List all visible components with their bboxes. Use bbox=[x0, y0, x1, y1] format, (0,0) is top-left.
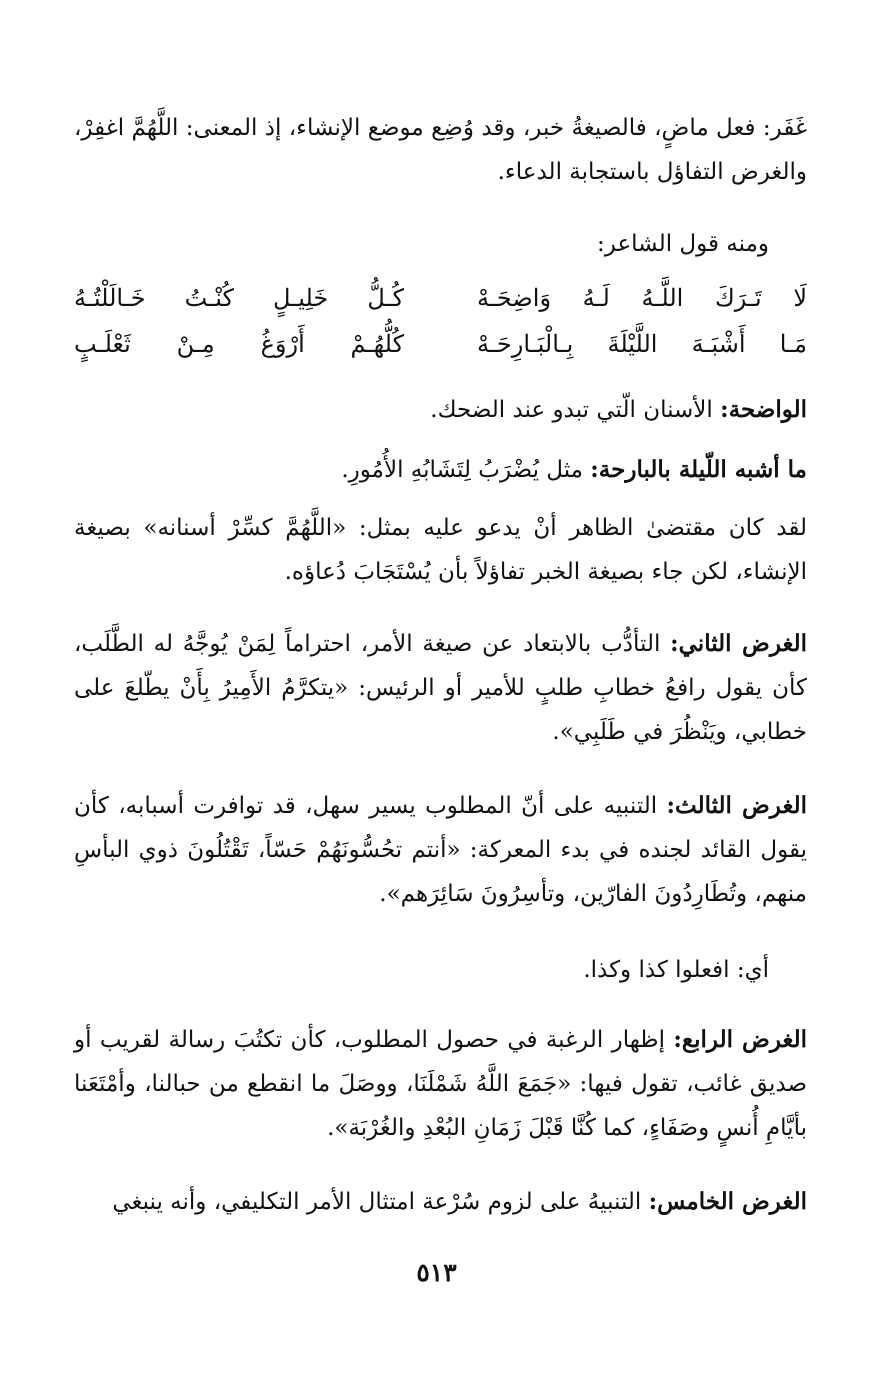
definition-proverb bbox=[74, 448, 807, 492]
verse-line-1 bbox=[74, 276, 807, 320]
definition-wadiha bbox=[74, 388, 807, 432]
paragraph-purpose-3 bbox=[74, 784, 807, 916]
paragraph-meaning bbox=[74, 948, 807, 992]
paragraph-purpose-4 bbox=[74, 1018, 807, 1150]
heading-purpose-5: الغرض الخامس: bbox=[648, 1188, 807, 1215]
definition-proverb-body: مثل يُضْرَبُ لِتَشَابُهِ الأُمُورِ. bbox=[341, 457, 583, 483]
paragraph-explanation: لقد كان مقتضىٰ الظاهر أنْ يدعو عليه بمثل: «اللَّهُمَّ كسِّرْ أسنانه» بصيغة الإنشاء، لكن جاء بصيغة الخبر تفاؤلاً بأن يُسْتَجَابَ دُعاؤه. bbox=[74, 515, 807, 585]
poet-intro-text: ومنه قول الشاعر: bbox=[597, 231, 769, 257]
paragraph-purpose-2 bbox=[74, 622, 807, 754]
verse-2-right-hemistich: مَـا أَشْبَـهَ اللَّيْلَةَ بِـالْبَـارِحَـهْ bbox=[477, 330, 807, 358]
heading-purpose-4: الغرض الرابع: bbox=[673, 1026, 808, 1053]
heading-purpose-2: الغرض الثاني: bbox=[670, 630, 808, 657]
purpose-2-body: التأدُّب بالابتعاد عن صيغة الأمر، احتراماً لِمَنْ يُوجَّهُ له الطَّلَب، كأن يقول رافعُ خطابِ طلبٍ للأمير أو الرئيس: «يتكرَّمُ الأَمِيرُ بِأَنْ يطّلعَ على خطابي، ويَنْظُرَ في طَلَبِي». bbox=[74, 631, 807, 745]
paragraph-purpose-5 bbox=[74, 1180, 807, 1224]
paragraph-ghafar: غَفَر: فعل ماضٍ، فالصيغةُ خبر، وقد وُضِع موضع الإنشاء، إذ المعنى: اللَّهُمَّ اغفِرْ، والغرض التفاؤل باستجابة الدعاء. bbox=[74, 115, 807, 185]
verse-line-2 bbox=[74, 322, 807, 366]
verse-1-left-hemistich: كُـلُّ خَلِيـلٍ كُنْـتُ خَـالَلْتُـهُ bbox=[74, 284, 404, 312]
definition-wadiha-body: الأسنان الّتي تبدو عند الضحك. bbox=[430, 397, 713, 423]
poet-intro bbox=[74, 222, 807, 266]
term-proverb: ما أشبه اللّيلة بالبارحة: bbox=[590, 456, 807, 483]
purpose-5-body: التنبيهُ على لزوم سُرْعة امتثال الأمر التكليفي، وأنه ينبغي bbox=[112, 1189, 642, 1215]
verse-2-left-hemistich: كُلُّهُـمْ أَرْوَغُ مِـنْ ثَعْلَـبٍ bbox=[74, 330, 404, 358]
meaning-text: أي: افعلوا كذا وكذا. bbox=[583, 957, 769, 983]
heading-purpose-3: الغرض الثالث: bbox=[666, 792, 807, 819]
term-wadiha: الواضحة: bbox=[720, 396, 807, 423]
purpose-4-body: إظهار الرغبة في حصول المطلوب، كأن تكتُبَ رسالة لقريب أو صديق غائب، تقول فيها: «جَمَعَ اللَّهُ شَمْلَنَا، ووصَلَ ما انقطع من حبالنا، وأمْتَعَنا بأيَّامِ أُنسٍ وصَفَاءٍ، كما كُنَّا قَبْلَ زَمَانِ البُعْدِ والغُرْبَة». bbox=[74, 1027, 807, 1141]
verse-1-right-hemistich: لَا تَـرَكَ اللَّـهُ لَـهُ وَاضِحَـهْ bbox=[477, 284, 807, 312]
purpose-3-body: التنبيه على أنّ المطلوب يسير سهل، قد توافرت أسبابه، كأن يقول القائد لجنده في بدء المعركة: «أنتم تحُسُّونَهُمْ حَسّاً، تَقْتُلُونَ ذوي البأسِ منهم، وتُطَارِدُونَ الفارّين، وتأسِرُونَ سَائِرَهم». bbox=[74, 793, 807, 907]
page-number: ٥١٣ bbox=[416, 1258, 457, 1287]
